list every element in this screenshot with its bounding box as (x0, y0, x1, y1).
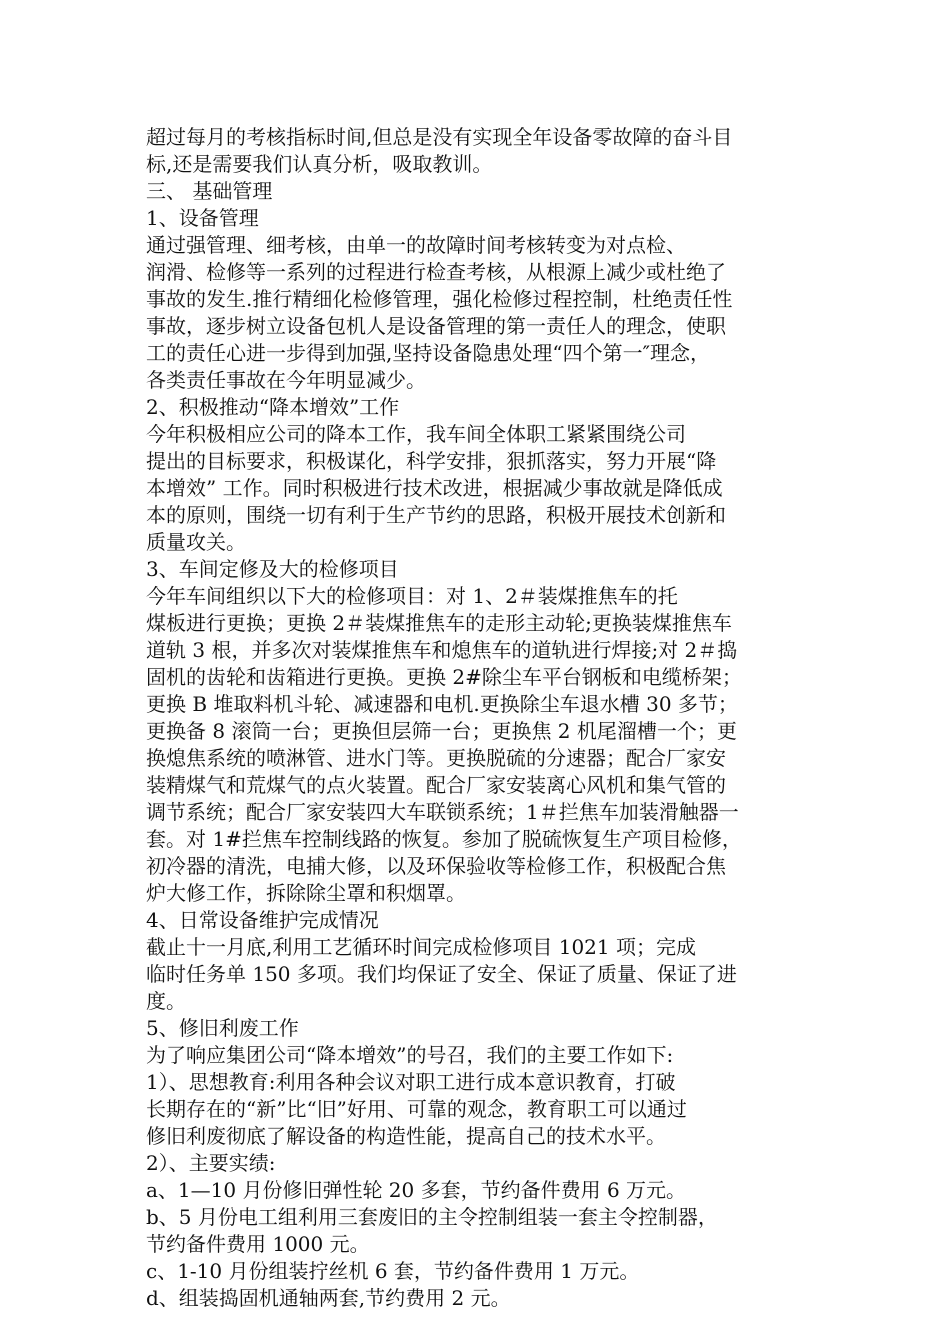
text-line: 装精煤气和荒煤气的点火装置。配合厂家安装离心风机和集气管的 (146, 773, 726, 797)
text-line: 超过每月的考核指标时间,但总是没有实现全年设备零故障的奋斗目 (146, 125, 733, 149)
text-line: 标,还是需要我们认真分析，吸取教训。 (146, 152, 493, 176)
text-line: 调节系统；配合厂家安装四大车联锁系统；1＃拦焦车加装滑触器一 (146, 800, 739, 824)
subsection-heading: 3、车间定修及大的检修项目 (146, 557, 399, 581)
text-line: 固机的齿轮和齿箱进行更换。更换 2#除尘车平台钢板和电缆桥架； (146, 665, 742, 689)
text-line: 质量攻关。 (146, 530, 246, 554)
text-line: 润滑、检修等一系列的过程进行检查考核，从根源上减少或杜绝了 (146, 260, 726, 284)
text-line: 今年积极相应公司的降本工作，我车间全体职工紧紧围绕公司 (146, 422, 686, 446)
list-item: d、组装捣固机通轴两套,节约费用 2 元。 (146, 1286, 511, 1310)
text-line: 道轨 3 根，并多次对装煤推焦车和熄焦车的道轨进行焊接;对 2＃捣 (146, 638, 738, 662)
text-line: 初冷器的清洗，电捕大修，以及环保验收等检修工作，积极配合焦 (146, 854, 726, 878)
text-line: 事故的发生.推行精细化检修管理，强化检修过程控制，杜绝责任性 (146, 287, 733, 311)
subsection-heading: 4、日常设备维护完成情况 (146, 908, 379, 932)
text-line: 换熄焦系统的喷淋管、进水门等。更换脱硫的分速器；配合厂家安 (146, 746, 726, 770)
list-item: b、5 月份电工组利用三套废旧的主令控制组装一套主令控制器， (146, 1205, 718, 1229)
text-line: 截止十一月底,利用工艺循环时间完成检修项目 1021 项；完成 (146, 935, 696, 959)
text-line: 修旧利废彻底了解设备的构造性能，提高自己的技术水平。 (146, 1124, 666, 1148)
text-line: 更换备 8 滚筒一台；更换但层筛一台；更换焦 2 机尾溜槽一个；更 (146, 719, 737, 743)
subsection-heading: 2、积极推动“降本增效”工作 (146, 395, 400, 419)
list-item: c、1-10 月份组装拧丝机 6 套，节约备件费用 1 万元。 (146, 1259, 640, 1283)
subsection-heading: 1、设备管理 (146, 206, 259, 230)
document-page (146, 124, 811, 1312)
text-line: 今年车间组织以下大的检修项目：对 1、2＃装煤推焦车的托 (146, 584, 678, 608)
text-line: 为了响应集团公司“降本增效”的号召，我们的主要工作如下: (146, 1043, 674, 1067)
text-line: 工的责任心进一步得到加强,坚持设备隐患处理“四个第一″理念， (146, 341, 711, 365)
text-line: 事故，逐步树立设备包机人是设备管理的第一责任人的理念，使职 (146, 314, 726, 338)
section-heading: 三、 基础管理 (146, 179, 273, 203)
text-line: 1）、思想教育:利用各种会议对职工进行成本意识教育，打破 (146, 1070, 676, 1094)
text-line: 提出的目标要求，积极谋化，科学安排，狠抓落实，努力开展“降 (146, 449, 717, 473)
text-line: 通过强管理、细考核，由单一的故障时间考核转变为对点检、 (146, 233, 686, 257)
text-line: 更换 B 堆取料机斗轮、减速器和电机.更换除尘车退水槽 30 多节； (146, 692, 738, 716)
subsection-heading: 5、修旧利废工作 (146, 1016, 299, 1040)
text-line: 2）、主要实绩: (146, 1151, 276, 1175)
text-line: 各类责任事故在今年明显减少。 (146, 368, 426, 392)
text-line: 本的原则，围绕一切有利于生产节约的思路，积极开展技术创新和 (146, 503, 726, 527)
list-item: a、1—10 月份修旧弹性轮 20 多套，节约备件费用 6 万元。 (146, 1178, 687, 1202)
text-line: 节约备件费用 1000 元。 (146, 1232, 370, 1256)
text-line: 本增效” 工作。同时积极进行技术改进，根据减少事故就是降低成 (146, 476, 723, 500)
text-line: 煤板进行更换；更换 2＃装煤推焦车的走形主动轮;更换装煤推焦车 (146, 611, 732, 635)
text-line: 临时任务单 150 多项。我们均保证了安全、保证了质量、保证了进 (146, 962, 737, 986)
text-line: 长期存在的“新”比“旧”好用、可靠的观念，教育职工可以通过 (146, 1097, 687, 1121)
text-line: 炉大修工作，拆除除尘罩和积烟罩。 (146, 881, 466, 905)
text-line: 套。对 1#拦焦车控制线路的恢复。参加了脱硫恢复生产项目检修， (146, 827, 742, 851)
text-line: 度。 (146, 989, 186, 1013)
